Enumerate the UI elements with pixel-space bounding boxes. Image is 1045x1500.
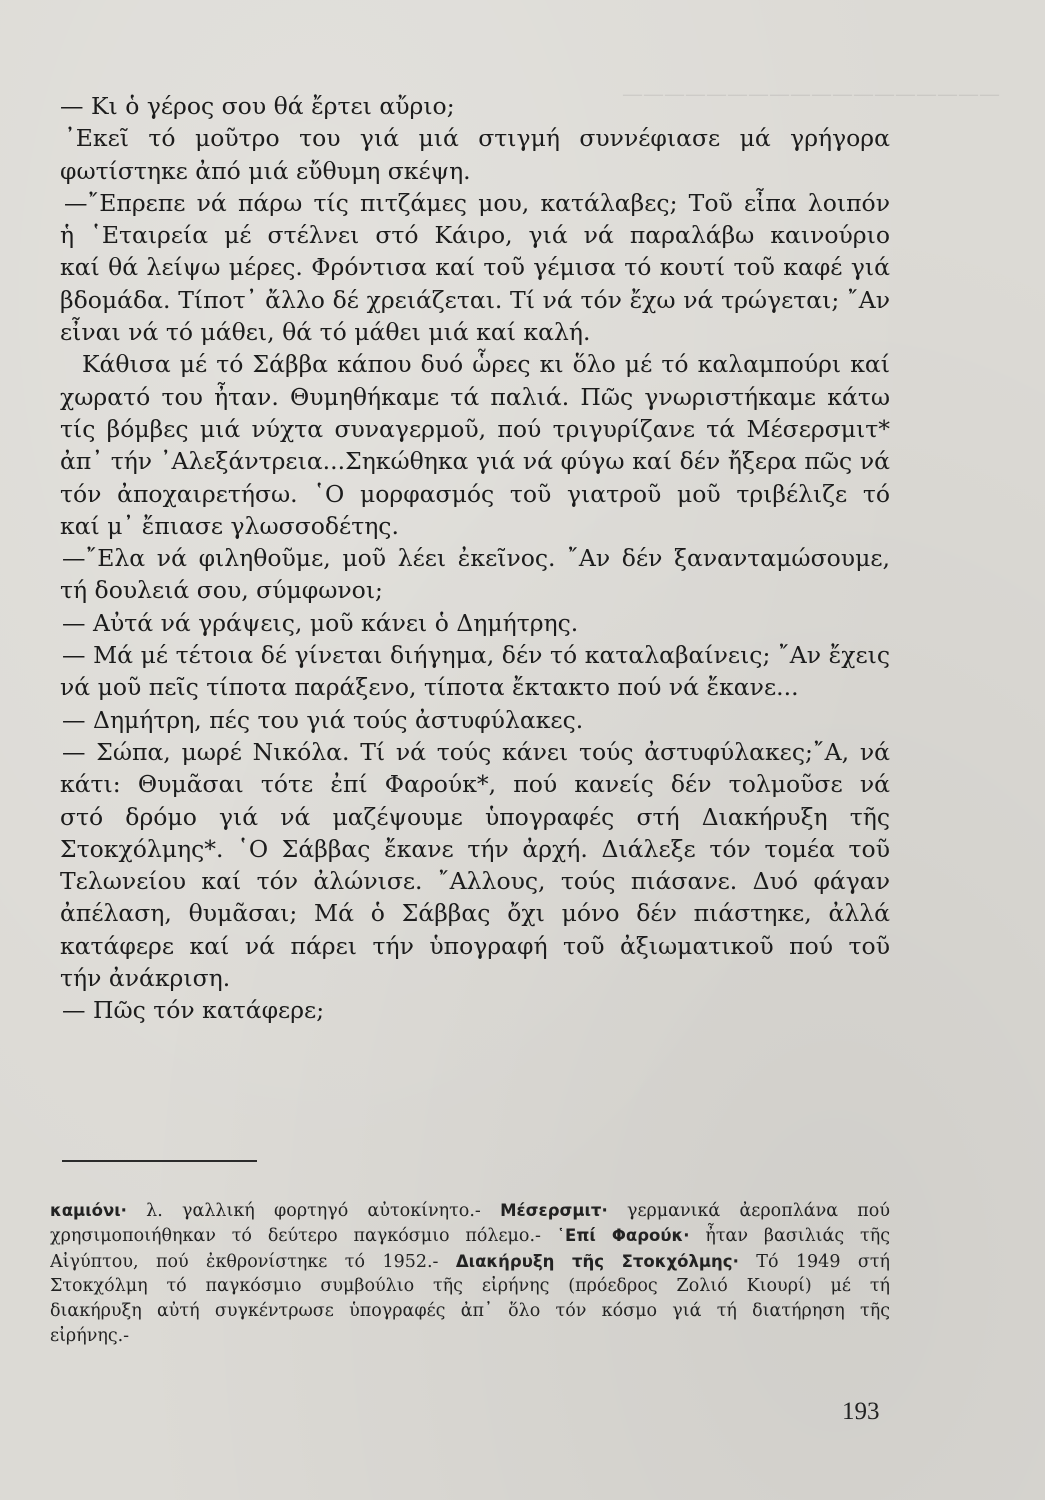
text-line: — Αὐτά νά γράψεις, μοῦ κάνει ὁ Δημήτρης. <box>62 608 579 637</box>
footnote-text: γερμανικά ἀεροπλάνα πού <box>607 1201 890 1221</box>
text-line: —῎Ελα νά φιληθοῦμε, μοῦ λέει ἐκεῖνος. ῎Αν δέν ξανανταμώσουμε, <box>62 544 890 573</box>
text-line: — Δημήτρη, πές του γιά τούς ἀστυφύλακες. <box>62 705 584 734</box>
text-line: νά μοῦ πεῖς τίποτα παράξενο, τίποτα ἔκτακτο πού νά ἔκανε... <box>60 673 799 702</box>
text-line: τήν ἀνάκριση. <box>60 964 231 993</box>
text-line: ἀπέλαση, θυμᾶσαι; Μά ὁ Σάββας ὄχι μόνο δέν πιάστηκε, ἀλλά <box>60 899 890 928</box>
footnote-line: διακήρυξη αὐτή συγκέντρωσε ὑπογραφές ἀπ᾿ ὅλο τόν κόσμο γιά τή διατήρηση τῆς <box>50 1301 890 1322</box>
show-through-text: —————————————————— <box>622 82 1000 106</box>
text-line: τόν ἀποχαιρετήσω. ῾Ο μορφασμός τοῦ γιατροῦ μοῦ τριβέλιζε τό <box>60 479 890 508</box>
footnote-text: Τό 1949 στή <box>738 1251 890 1272</box>
text-line: εἶναι νά τό μάθει, θά τό μάθει μιά καί καλή. <box>60 318 591 347</box>
footnote-text: λ. γαλλική φορτηγό αὐτοκίνητο.- <box>126 1201 501 1221</box>
main-text <box>60 90 890 1027</box>
text-line: βδομάδα. Τίποτ᾿ ἄλλο δέ χρειάζεται. Τί νά τόν ἔχω νά τρώγεται; ῎Αν <box>60 285 890 314</box>
text-line: — Πῶς τόν κατάφερε; <box>62 996 325 1025</box>
text-line: Στοκχόλμης*. ῾Ο Σάββας ἔκανε τήν ἀρχή. Διάλεξε τόν τομέα τοῦ <box>60 834 890 863</box>
text-line: ᾿Εκεῖ τό μοῦτρο του γιά μιά στιγμή συννέφιασε μά γρήγορα <box>64 124 890 153</box>
text-line: — Σώπα, μωρέ Νικόλα. Τί νά τούς κάνει τούς ἀστυφύλακες;῎Α, νά <box>62 737 890 766</box>
footnotes <box>50 1198 890 1350</box>
text-line: τίς βόμβες μιά νύχτα συναγερμοῦ, πού τριγυρίζανε τά Μέσερσμιτ* <box>60 414 890 443</box>
text-line: κάτι: Θυμᾶσαι τότε ἐπί Φαρούκ*, πού κανείς δέν τολμοῦσε νά <box>60 770 890 799</box>
text-line: καί θά λείψω μέρες. Φρόντισα καί τοῦ γέμισα τό κουτί τοῦ καφέ γιά <box>60 253 890 282</box>
text-line: στό δρόμο γιά νά μαζέψουμε ὑπογραφές στή Διακήρυξη τῆς <box>60 802 890 831</box>
footnote-line: Στοκχόλμη τό παγκόσμιο συμβούλιο τῆς εἰρήνης (πρόεδρος Ζολιό Κιουρί) μέ τή <box>50 1275 890 1296</box>
page-number: 193 <box>842 1398 880 1425</box>
footnote-line: εἰρήνης.- <box>50 1326 130 1347</box>
text-line: φωτίστηκε ἀπό μιά εὔθυμη σκέψη. <box>60 156 471 185</box>
text-line: — Μά μέ τέτοια δέ γίνεται διήγημα, δέν τό καταλαβαίνεις; ῎Αν ἔχεις <box>62 641 890 670</box>
footnote-text: χρησιμοποιήθηκαν τό δεύτερο παγκόσμιο πόλεμο.- <box>50 1226 557 1247</box>
text-line: καί μ᾿ ἔπιασε γλωσσοδέτης. <box>60 511 399 540</box>
text-line: Τελωνείου καί τόν ἀλώνισε. ῎Αλλους, τούς πιάσανε. Δυό φάγαν <box>60 867 890 896</box>
footnote-term: Μέσερσμιτ· <box>500 1201 608 1220</box>
text-line: ἡ ῾Εταιρεία μέ στέλνει στό Κάιρο, γιά νά παραλάβω καινούριο <box>60 221 890 250</box>
text-line: χωρατό του ἦταν. Θυμηθήκαμε τά παλιά. Πῶς γνωριστήκαμε κάτω <box>60 382 890 411</box>
text-line: —῎Επρεπε νά πάρω τίς πιτζάμες μου, κατάλαβες; Τοῦ εἶπα λοιπόν <box>64 188 890 217</box>
footnote-text: Αἰγύπτου, πού ἐκθρονίστηκε τό 1952.- <box>50 1251 456 1272</box>
text-line: κατάφερε καί νά πάρει τήν ὑπογραφή τοῦ ἀξιωματικοῦ πού τοῦ <box>60 931 890 960</box>
text-line: Κάθισα μέ τό Σάββα κάπου δυό ὧρες κι ὅλο μέ τό καλαμπούρι καί <box>82 350 890 379</box>
footnote-text: ἦταν βασιλιάς τῆς <box>689 1226 890 1247</box>
text-line: τή δουλειά σου, σύμφωνοι; <box>60 576 383 605</box>
footnote-line <box>50 1249 890 1274</box>
text-line: — Κι ὁ γέρος σου θά ἔρτει αὔριο; <box>60 92 455 120</box>
footnote-divider <box>62 1160 257 1162</box>
footnote-term: Διακήρυξη τῆς Στοκχόλμης· <box>455 1251 739 1271</box>
footnote-line <box>50 1198 890 1223</box>
footnote-term: καμιόνι· <box>50 1201 127 1220</box>
text-line: ἀπ᾿ τήν ᾿Αλεξάντρεια...Σηκώθηκα γιά νά φύγω καί δέν ἤξερα πῶς νά <box>60 447 890 476</box>
footnote-line <box>50 1223 890 1248</box>
footnote-term: ῾Επί Φαρούκ· <box>556 1226 690 1246</box>
